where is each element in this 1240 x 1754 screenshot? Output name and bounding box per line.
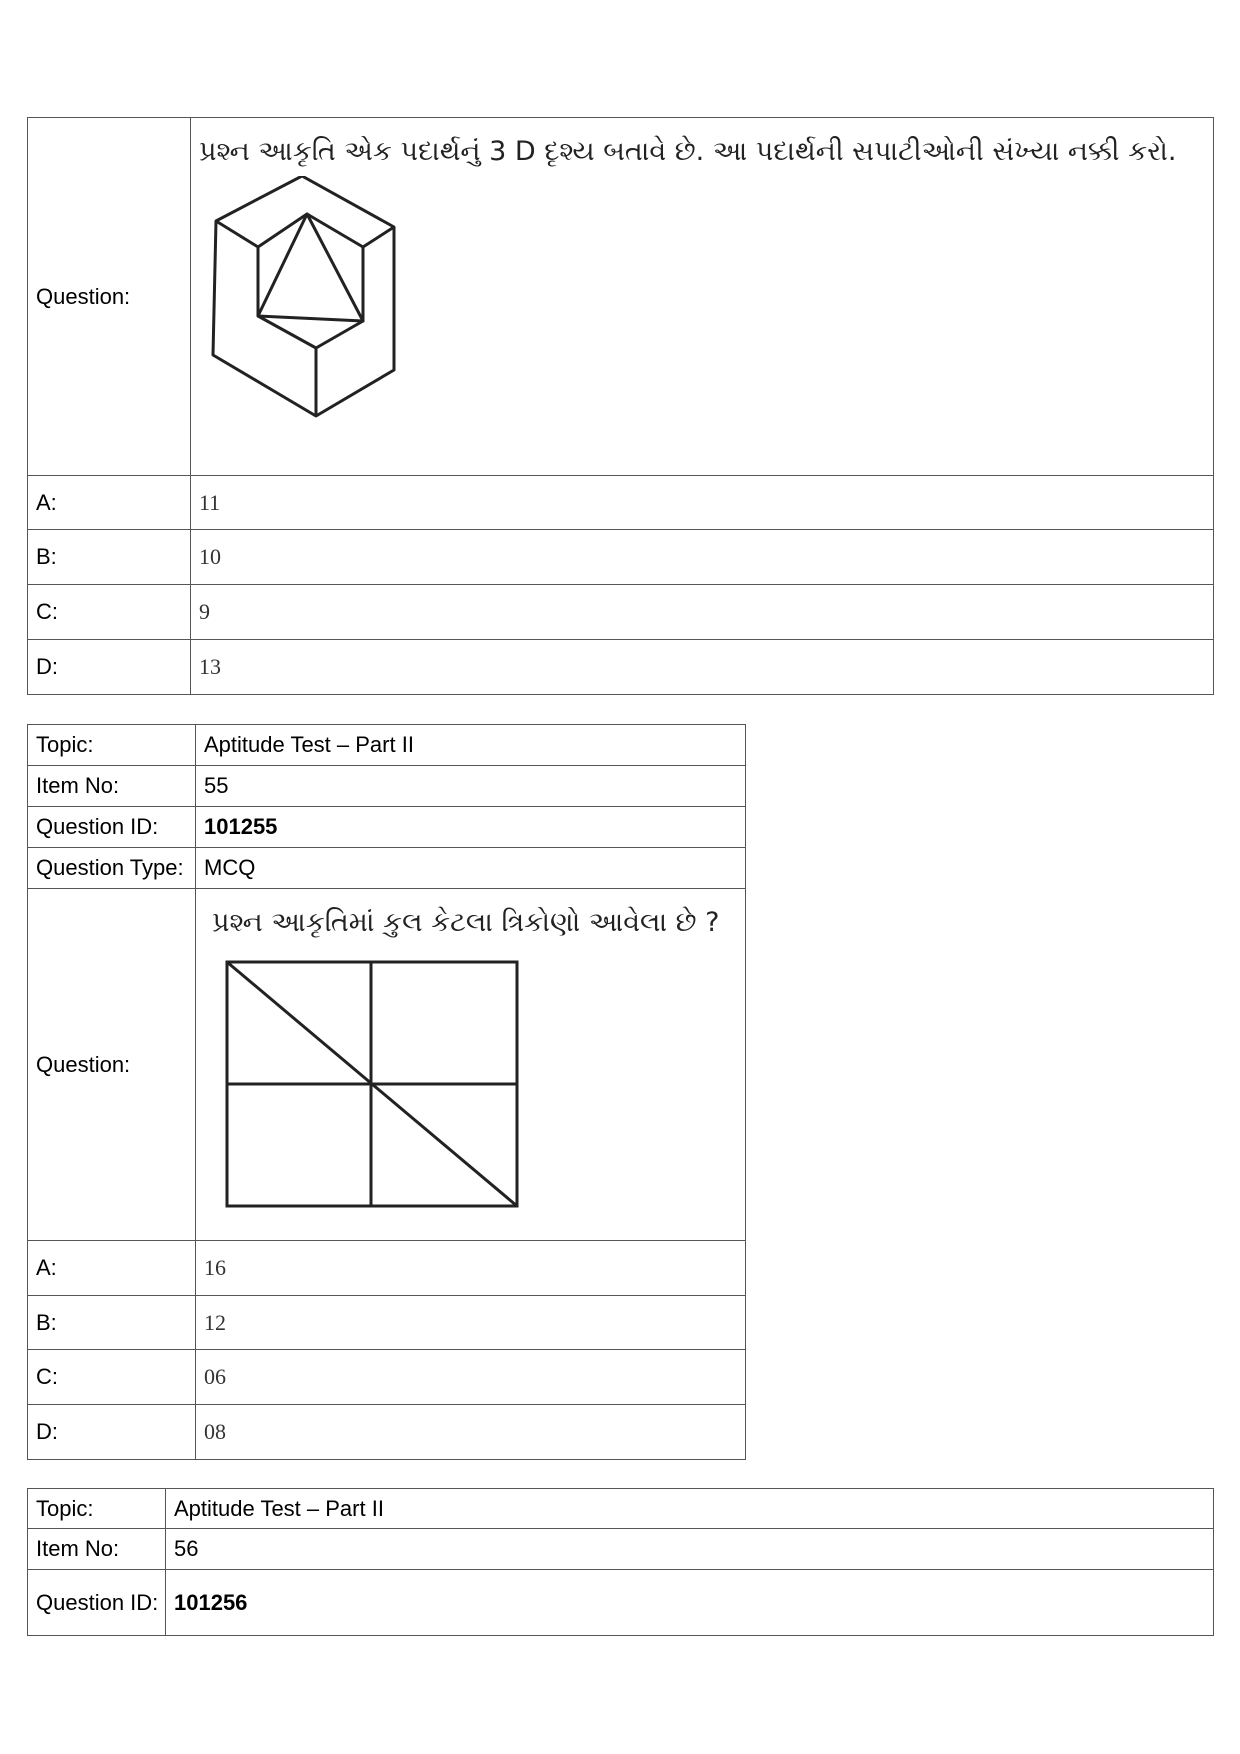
- question-table-1: [27, 117, 1214, 695]
- option-d-label: D:: [28, 640, 191, 695]
- question-table-2: [27, 724, 746, 1460]
- option-b-label: B:: [28, 530, 191, 585]
- question-text: પ્રશ્ન આકૃતિ એક પદાર્થનું 3 D દૃશ્ય બતાવે છે. આ પદાર્થની સપાટીઓની સંખ્યા નક્કી કરો.: [199, 136, 1177, 167]
- question-type-label: Question Type:: [28, 848, 196, 889]
- question-content: [191, 118, 1214, 476]
- inner-triangle: [258, 214, 363, 321]
- item-no-value: 56: [166, 1529, 1214, 1570]
- option-c-value: 06: [196, 1350, 746, 1405]
- item-no-label: Item No:: [28, 1529, 166, 1570]
- option-a-label: A:: [28, 1241, 196, 1296]
- topic-label: Topic:: [28, 725, 196, 766]
- question-label: Question:: [28, 118, 191, 476]
- topic-label: Topic:: [28, 1489, 166, 1529]
- question-label: Question:: [28, 889, 196, 1241]
- option-d-label: D:: [28, 1405, 196, 1460]
- topic-value: Aptitude Test – Part II: [166, 1489, 1214, 1529]
- option-d-value: 13: [191, 640, 1214, 695]
- rectangle-grid-diagonal-figure-icon: [224, 959, 524, 1215]
- question-id-value: 101255: [196, 807, 746, 848]
- topic-value: Aptitude Test – Part II: [196, 725, 746, 766]
- question-table-3: [27, 1488, 1214, 1636]
- question-content: [196, 889, 746, 1241]
- option-a-value: 11: [191, 476, 1214, 530]
- option-b-value: 10: [191, 530, 1214, 585]
- option-c-label: C:: [28, 585, 191, 640]
- option-a-label: A:: [28, 476, 191, 530]
- option-c-label: C:: [28, 1350, 196, 1405]
- inner-ridge: [216, 221, 394, 348]
- question-id-label: Question ID:: [28, 807, 196, 848]
- option-b-label: B:: [28, 1296, 196, 1350]
- outer-hexagon: [213, 176, 394, 416]
- question-id-value: 101256: [166, 1570, 1214, 1636]
- option-d-value: 08: [196, 1405, 746, 1460]
- hexagon-3d-figure-icon: [199, 176, 419, 446]
- option-a-value: 16: [196, 1241, 746, 1296]
- item-no-value: 55: [196, 766, 746, 807]
- question-text: પ્રશ્ન આકૃતિમાં કુલ કેટલા ત્રિકોણો આવેલા છે ?: [212, 907, 720, 938]
- question-type-value: MCQ: [196, 848, 746, 889]
- option-c-value: 9: [191, 585, 1214, 640]
- item-no-label: Item No:: [28, 766, 196, 807]
- question-id-label: Question ID:: [28, 1570, 166, 1636]
- option-b-value: 12: [196, 1296, 746, 1350]
